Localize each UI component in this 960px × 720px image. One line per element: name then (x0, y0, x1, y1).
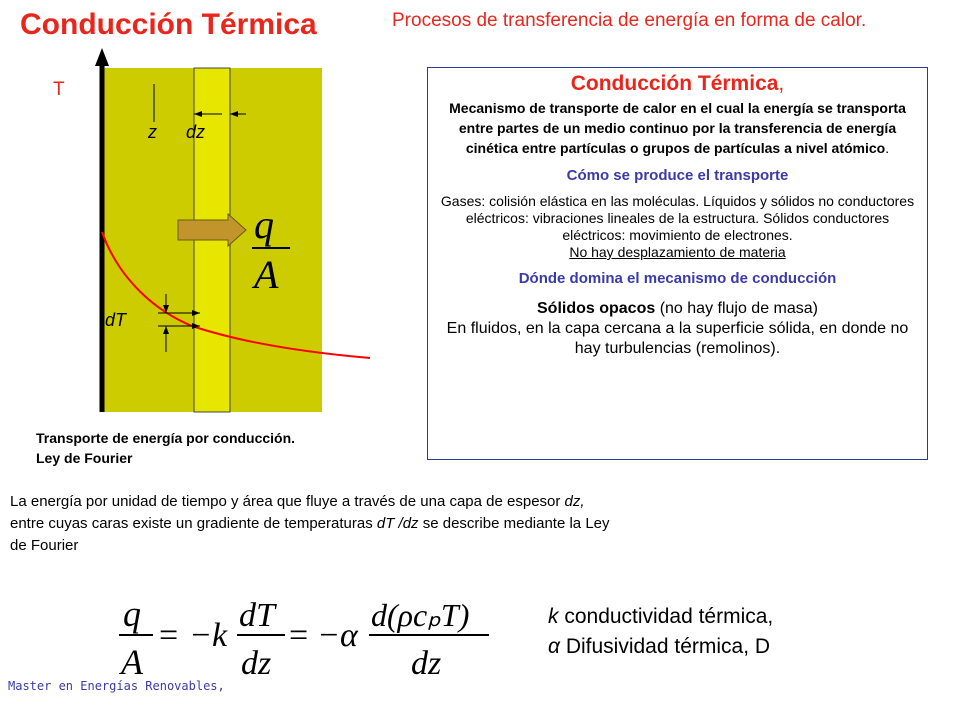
transport-heading: Cómo se produce el transporte (566, 167, 789, 184)
fourier-law-title: Transporte de energía por conducción. Ley de Fourier (36, 430, 296, 466)
dominance-heading: Dónde domina el mecanismo de conducción (518, 270, 837, 287)
transport-description: Gases: colisión elástica en las moléculas. Líquidos y sólidos no conductores eléctricos: vibraciones lineales de la estructura. Sólidos conductores eléctricos: movimiento de electrones. No hay desplazamiento de materia (440, 193, 915, 260)
temperature-axis-arrowhead (95, 48, 109, 66)
eq-q: q (123, 594, 141, 634)
no-matter-displacement-note: No hay desplazamiento de materia (569, 244, 786, 260)
eq-dT: dT (239, 597, 275, 634)
conduction-info-box (427, 67, 928, 460)
eq-a: A (121, 642, 143, 682)
page-subtitle: Procesos de transferencia de energía en forma de calor. (392, 10, 867, 31)
footer-text: Master en Energías Renovables, (8, 679, 225, 693)
eq-minus-k: −k (189, 617, 228, 654)
flux-a-label: A (254, 252, 279, 297)
conduction-definition: Mecanismo de transporte de calor en el cual la energía se transporta entre partes de un medio continuo por la transferencia de energía cinética entre partículas o grupos de partículas a nivel atómico. (449, 100, 906, 156)
eq-dz-2: dz (411, 645, 442, 682)
flux-q-label: q (254, 202, 274, 247)
eq-equals-1: = (159, 617, 179, 654)
box-title: Conducción Térmica, (570, 72, 785, 95)
coefficient-legend: k conductividad térmica, α Difusividad térmica, D (548, 605, 774, 658)
dt-label: dT (105, 310, 127, 330)
fourier-law-description: La energía por unidad de tiempo y área que fluye a través de una capa de espesor dz, entre cuyas caras existe un gradiente de temperaturas dT /dz se describe mediante la Ley de Fourier (10, 493, 610, 554)
page-title: Conducción Térmica (20, 8, 317, 41)
eq-equals-2: = (289, 617, 309, 654)
fourier-equation (115, 588, 495, 683)
eq-minus-alpha: −α (317, 617, 358, 654)
dz-label: dz (186, 122, 206, 142)
eq-dz-1: dz (241, 645, 272, 682)
z-label: z (148, 122, 157, 142)
eq-numerator-2: d(ρcₚT) (371, 597, 470, 633)
t-axis-label: T (53, 79, 65, 100)
conduction-diagram (40, 42, 400, 422)
dominance-description: Sólidos opacos (no hay flujo de masa) En fluidos, en la capa cercana a la superficie sólida, en donde no hay turbulencias (remolinos). (446, 300, 909, 357)
